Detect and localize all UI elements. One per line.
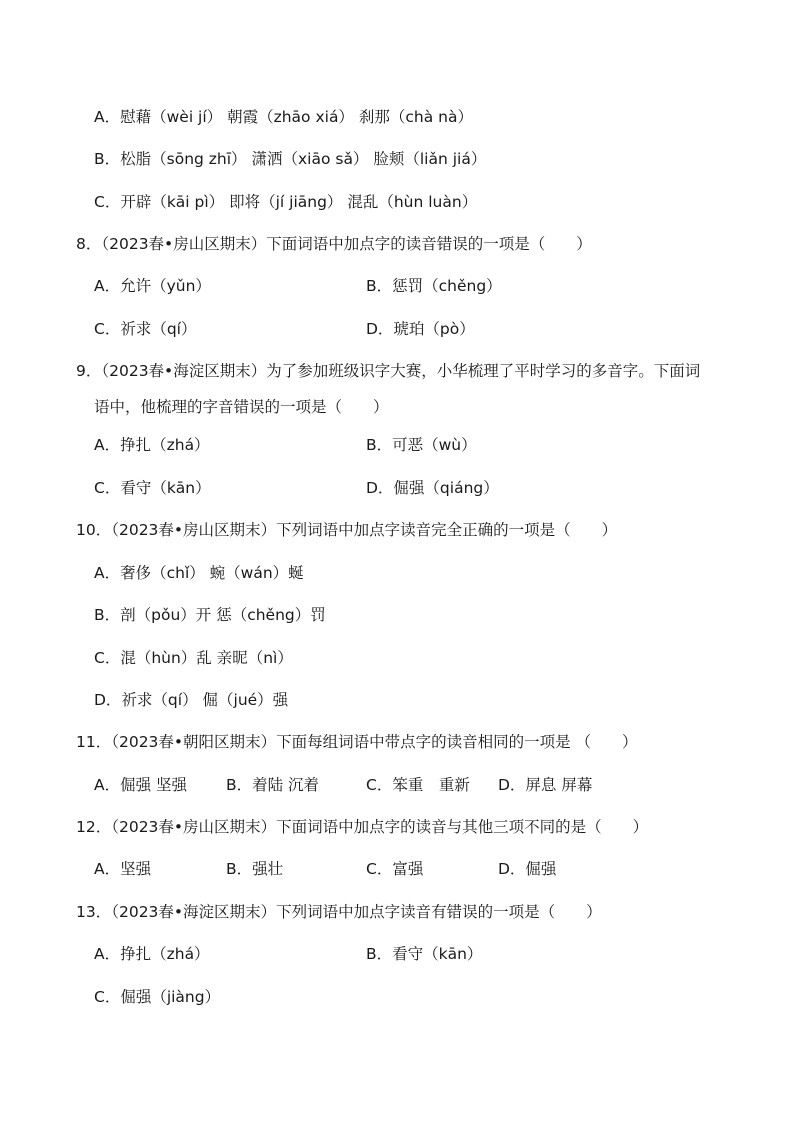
q13-option-c: C．倔强（jiàng） <box>94 988 221 1006</box>
q9-option-c: C．看守（kān） <box>94 479 211 497</box>
q13-option-b: B．看守（kān） <box>366 945 483 963</box>
q9-option-d: D．倔强（qiáng） <box>366 479 499 497</box>
q9-option-b: B．可恶（wù） <box>366 436 477 454</box>
q12-stem: 12．（2023春•房山区期末）下面词语中加点字的读音与其他三项不同的是（ ） <box>76 818 649 836</box>
q12-option-c: C．富强 <box>366 860 424 878</box>
q8-option-b: B．惩罚（chěng） <box>366 277 502 295</box>
q8-stem: 8．（2023春•房山区期末）下面词语中加点字的读音错误的一项是（ ） <box>76 235 592 253</box>
q12-option-b: B．强壮 <box>226 860 284 878</box>
q7-option-a: A．慰藉（wèi jí） 朝霞（zhāo xiá） 刹那（chà nà） <box>94 108 473 126</box>
q11-stem: 11．（2023春•朝阳区期末）下面每组词语中带点字的读音相同的一项是 （ ） <box>76 733 638 751</box>
q9-option-a: A．挣扎（zhá） <box>94 436 210 454</box>
q11-option-a: A．倔强 坚强 <box>94 776 188 794</box>
q7-option-b: B．松脂（sōng zhī） 潇洒（xiāo sǎ） 脸颊（liǎn jiá） <box>94 150 487 168</box>
q8-option-c: C．祈求（qí） <box>94 320 197 338</box>
q8-option-a: A．允许（yǔn） <box>94 277 211 295</box>
q11-option-d: D．屏息 屏幕 <box>498 776 593 794</box>
q10-option-a: A．奢侈（chǐ） 蜿（wán）蜒 <box>94 564 304 582</box>
q10-option-d: D．祈求（qí） 倔（jué）强 <box>94 691 289 709</box>
q13-option-a: A．挣扎（zhá） <box>94 945 210 963</box>
q10-stem: 10．（2023春•房山区期末）下列词语中加点字读音完全正确的一项是（ ） <box>76 521 618 539</box>
q13-stem: 13．（2023春•海淀区期末）下列词语中加点字读音有错误的一项是（ ） <box>76 903 602 921</box>
q9-stem-line1: 9．（2023春•海淀区期末）为了参加班级识字大赛，小华梳理了平时学习的多音字。下面词 <box>76 362 701 380</box>
q9-stem-line2: 语中，他梳理的字音错误的一项是（ ） <box>94 398 389 416</box>
q10-option-b: B．剖（pǒu）开 惩（chěng）罚 <box>94 606 326 624</box>
q11-option-b: B．着陆 沉着 <box>226 776 320 794</box>
q7-option-c: C．开辟（kāi pì） 即将（jí jiāng） 混乱（hùn luàn） <box>94 193 478 211</box>
q11-option-c: C．笨重 重新 <box>366 776 470 794</box>
q12-option-d: D．倔强 <box>498 860 557 878</box>
q10-option-c: C．混（hùn）乱 亲昵（nì） <box>94 649 293 667</box>
q12-option-a: A．坚强 <box>94 860 152 878</box>
q8-option-d: D．琥珀（pò） <box>366 320 475 338</box>
